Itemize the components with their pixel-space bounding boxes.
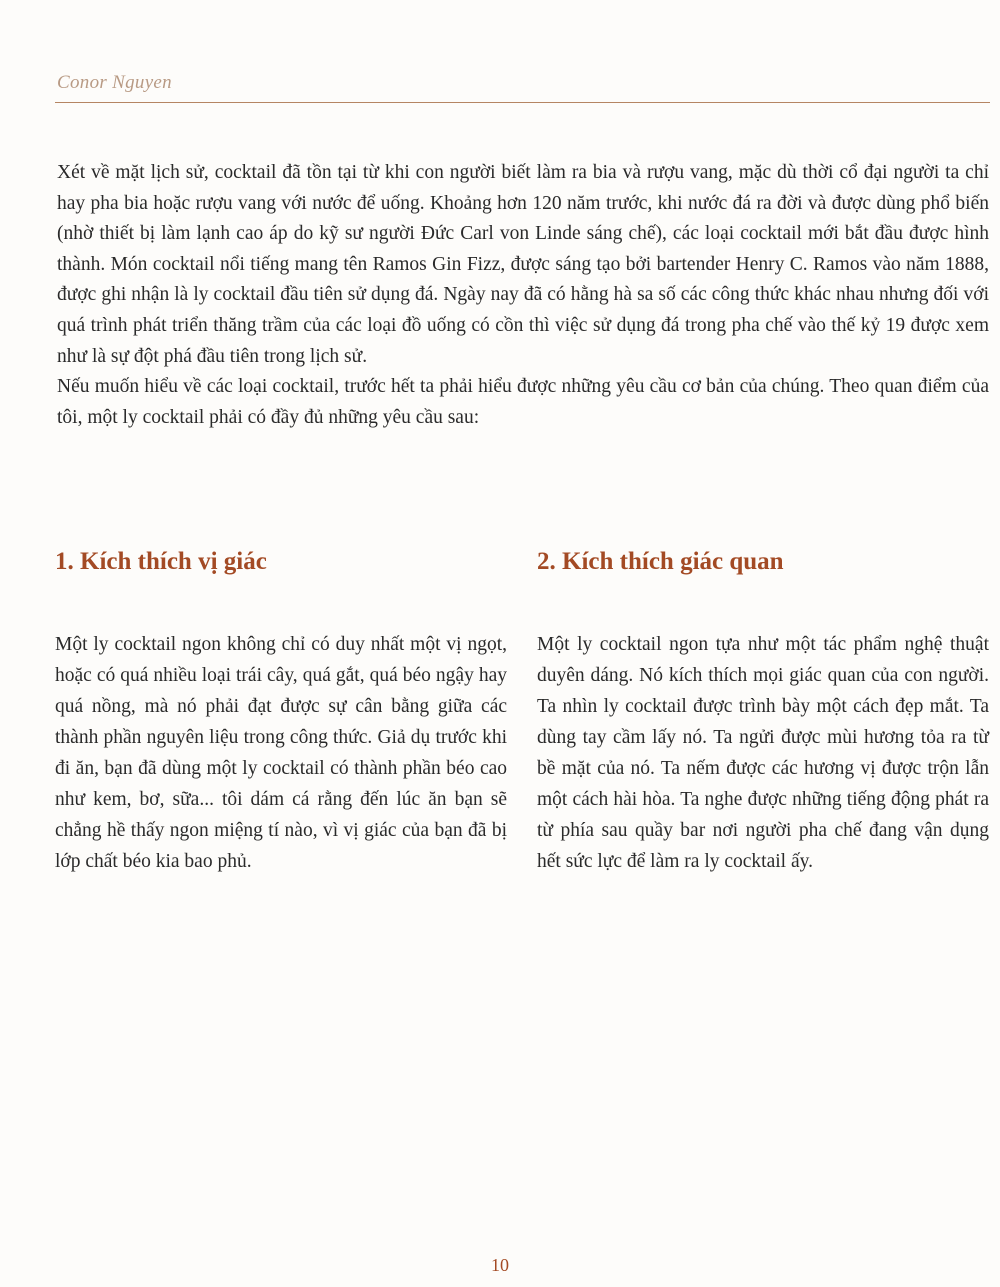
intro-paragraph: Nếu muốn hiểu về các loại cocktail, trước hết ta phải hiểu được những yêu cầu cơ bản của chúng. Theo quan điểm của tôi, một ly cocktail phải có đầy đủ những yêu cầu sau: (57, 376, 989, 428)
section-heading: 2. Kích thích giác quan (537, 548, 784, 575)
page-number: 10 (491, 1255, 509, 1275)
section-senses (537, 545, 989, 877)
author-name: Conor Nguyen (57, 72, 172, 93)
section-body: Một ly cocktail ngon không chỉ có duy nhất một vị ngọt, hoặc có quá nhiều loại trái cây, quá gắt, quá béo ngậy hay quá nồng, mà nó phải đạt được sự cân bằng giữa các thành phần nguyên liệu trong công thức. Giả dụ trước khi đi ăn, bạn đã dùng một ly cocktail có thành phần béo cao như kem, bơ, sữa... tôi dám cá rằng đến lúc ăn bạn sẽ chẳng hề thấy ngon miệng tí nào, vì vị giác của bạn đã bị lớp chất béo kia bao phủ. (55, 634, 507, 872)
intro-paragraph: Xét về mặt lịch sử, cocktail đã tồn tại từ khi con người biết làm ra bia và rượu vang, mặc dù thời cổ đại người ta chỉ hay pha bia hoặc rượu vang với nước để uống. Khoảng hơn 120 năm trước, khi nước đá ra đời và được dùng phổ biến (nhờ thiết bị làm lạnh cao áp do kỹ sư người Đức Carl von Linde sáng chế), các loại cocktail mới bắt đầu được hình thành. Món cocktail nổi tiếng mang tên Ramos Gin Fizz, được sáng tạo bởi bartender Henry C. Ramos vào năm 1888, được ghi nhận là ly cocktail đầu tiên sử dụng đá. Ngày nay đã có hằng hà sa số các công thức khác nhau nhưng đối với quá trình phát triển thăng trầm của các loại đồ uống có cồn thì việc sử dụng đá trong pha chế vào thế kỷ 19 được xem như là sự đột phá đầu tiên trong lịch sử. (57, 162, 989, 367)
intro-text (57, 158, 989, 433)
section-heading: 1. Kích thích vị giác (55, 548, 267, 575)
section-body: Một ly cocktail ngon tựa như một tác phẩm nghệ thuật duyên dáng. Nó kích thích mọi giác quan của con người. Ta nhìn ly cocktail được trình bày một cách đẹp mắt. Ta dùng tay cầm lấy nó. Ta ngửi được mùi hương tỏa ra từ bề mặt của nó. Ta nếm được các hương vị được trộn lẫn một cách hài hòa. Ta nghe được những tiếng động phát ra từ phía sau quầy bar nơi người pha chế đang vận dụng hết sức lực để làm ra ly cocktail ấy. (537, 634, 989, 872)
running-header (55, 70, 990, 103)
section-taste (55, 545, 507, 877)
